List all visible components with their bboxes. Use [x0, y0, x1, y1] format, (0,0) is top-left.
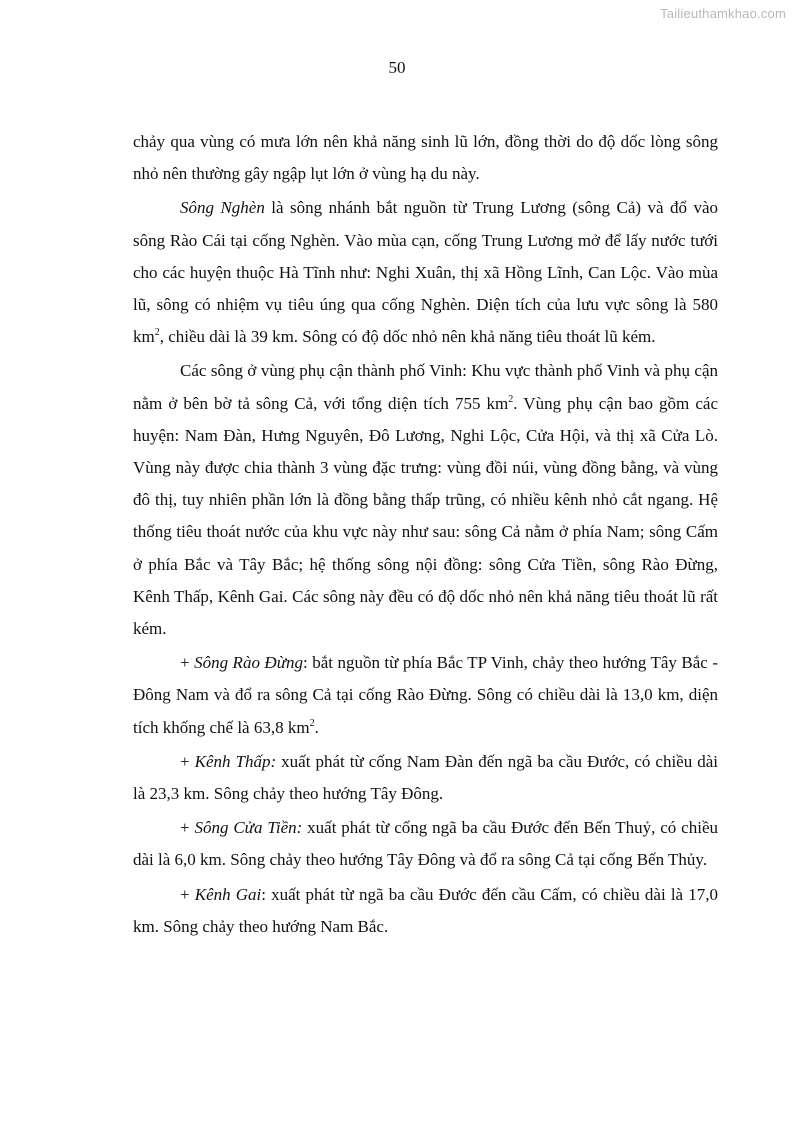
bullet-prefix: +: [180, 653, 195, 673]
superscript: 2: [309, 717, 315, 729]
paragraph-kenh-thap: [133, 746, 718, 810]
superscript: 2: [508, 393, 514, 405]
paragraph-text: . Vùng phụ cận bao gồm các huyện: Nam Đàn, Hưng Nguyên, Đô Lương, Nghi Lộc, Cửa Hội, và thị xã Cửa Lò. Vùng này được chia thành 3 vùng đặc trưng: vùng đồi núi, vùng đồng bằng, và vùng đô thị, tuy nhiên phần lớn là đồng bằng thấp trũng, có nhiều kênh nhỏ cắt ngang. Hệ thống tiêu thoát nước của khu vực này như sau: sông Cả nằm ở phía Nam; sông Cấm ở phía Bắc và Tây Bắc; hệ thống sông nội đồng: sông Cửa Tiền, sông Rào Đừng, Kênh Thấp, Kênh Gai. Các sông này đều có độ dốc nhỏ nên khả năng tiêu thoát lũ rất kém.: [133, 393, 718, 639]
paragraph-text: Các sông ở vùng phụ cận thành phố Vinh: Khu vực thành phố Vinh và phụ cận nằm ở bên bờ tả sông Cả, với tổng diện tích 755 km: [133, 361, 718, 413]
paragraph-text: xuất phát từ cống Nam Đàn đến ngã ba cầu Đước, có chiều dài là 23,3 km. Sông chảy theo hướng Tây Đông.: [133, 751, 719, 804]
paragraph-text: : bắt nguồn từ phía Bắc TP Vinh, chảy theo hướng Tây Bắc - Đông Nam và đổ ra sông Cả tại cống Rào Đừng. Sông có chiều dài là 13,0 km, diện tích khống chế là 63,8 km: [133, 653, 718, 737]
term-cua-tien: Sông Cửa Tiền:: [194, 818, 303, 838]
superscript: 2: [154, 327, 160, 339]
page-number: 50: [388, 58, 406, 77]
term-kenh-thap: Kênh Thấp:: [194, 751, 277, 771]
paragraph-rao-dung: [133, 647, 718, 744]
term-rao-dung: Sông Rào Đừng: [194, 653, 303, 673]
bullet-prefix: +: [180, 751, 195, 771]
watermark: Tailieuthamkhao.com: [660, 6, 786, 21]
paragraph-cua-tien: [133, 812, 718, 876]
paragraph-song-nghen: [133, 192, 718, 353]
term-kenh-gai: Kênh Gai: [194, 884, 262, 904]
document-body: [133, 126, 718, 945]
bullet-prefix: +: [180, 818, 195, 838]
paragraph-text: : xuất phát từ ngã ba cầu Đước đến cầu Cấm, có chiều dài là 17,0 km. Sông chảy theo hướng Nam Bắc.: [133, 884, 718, 936]
paragraph-text: xuất phát từ cống ngã ba cầu Đước đến Bến Thuỷ, có chiều dài là 6,0 km. Sông chảy theo hướng Tây Đông và đổ ra sông Cả tại cống Bến Thủy.: [133, 818, 718, 870]
paragraph-text: .: [314, 717, 319, 737]
paragraph-continuation: chảy qua vùng có mưa lớn nên khả năng sinh lũ lớn, đồng thời do độ dốc lòng sông nhỏ nên thường gây ngập lụt lớn ở vùng hạ du này.: [133, 132, 718, 184]
paragraph-text: là sông nhánh bắt nguồn từ Trung Lương (sông Cả) và đổ vào sông Rào Cái tại cống Nghèn. Vào mùa cạn, cống Trung Lương mở để lấy nước tưới cho các huyện thuộc Hà Tĩnh như: Nghi Xuân, thị xã Hồng Lĩnh, Can Lộc. Vào mùa lũ, sông có nhiệm vụ tiêu úng qua cống Nghèn. Diện tích của lưu vực sông là 580 km: [133, 198, 718, 347]
term-song-nghen: Sông Nghèn: [180, 198, 265, 218]
paragraph-text: , chiều dài là 39 km. Sông có độ dốc nhỏ nên khả năng tiêu thoát lũ kém.: [159, 327, 656, 347]
bullet-prefix: +: [180, 884, 195, 904]
paragraph-vinh-rivers: [133, 355, 718, 645]
paragraph-kenh-gai: [133, 879, 718, 943]
